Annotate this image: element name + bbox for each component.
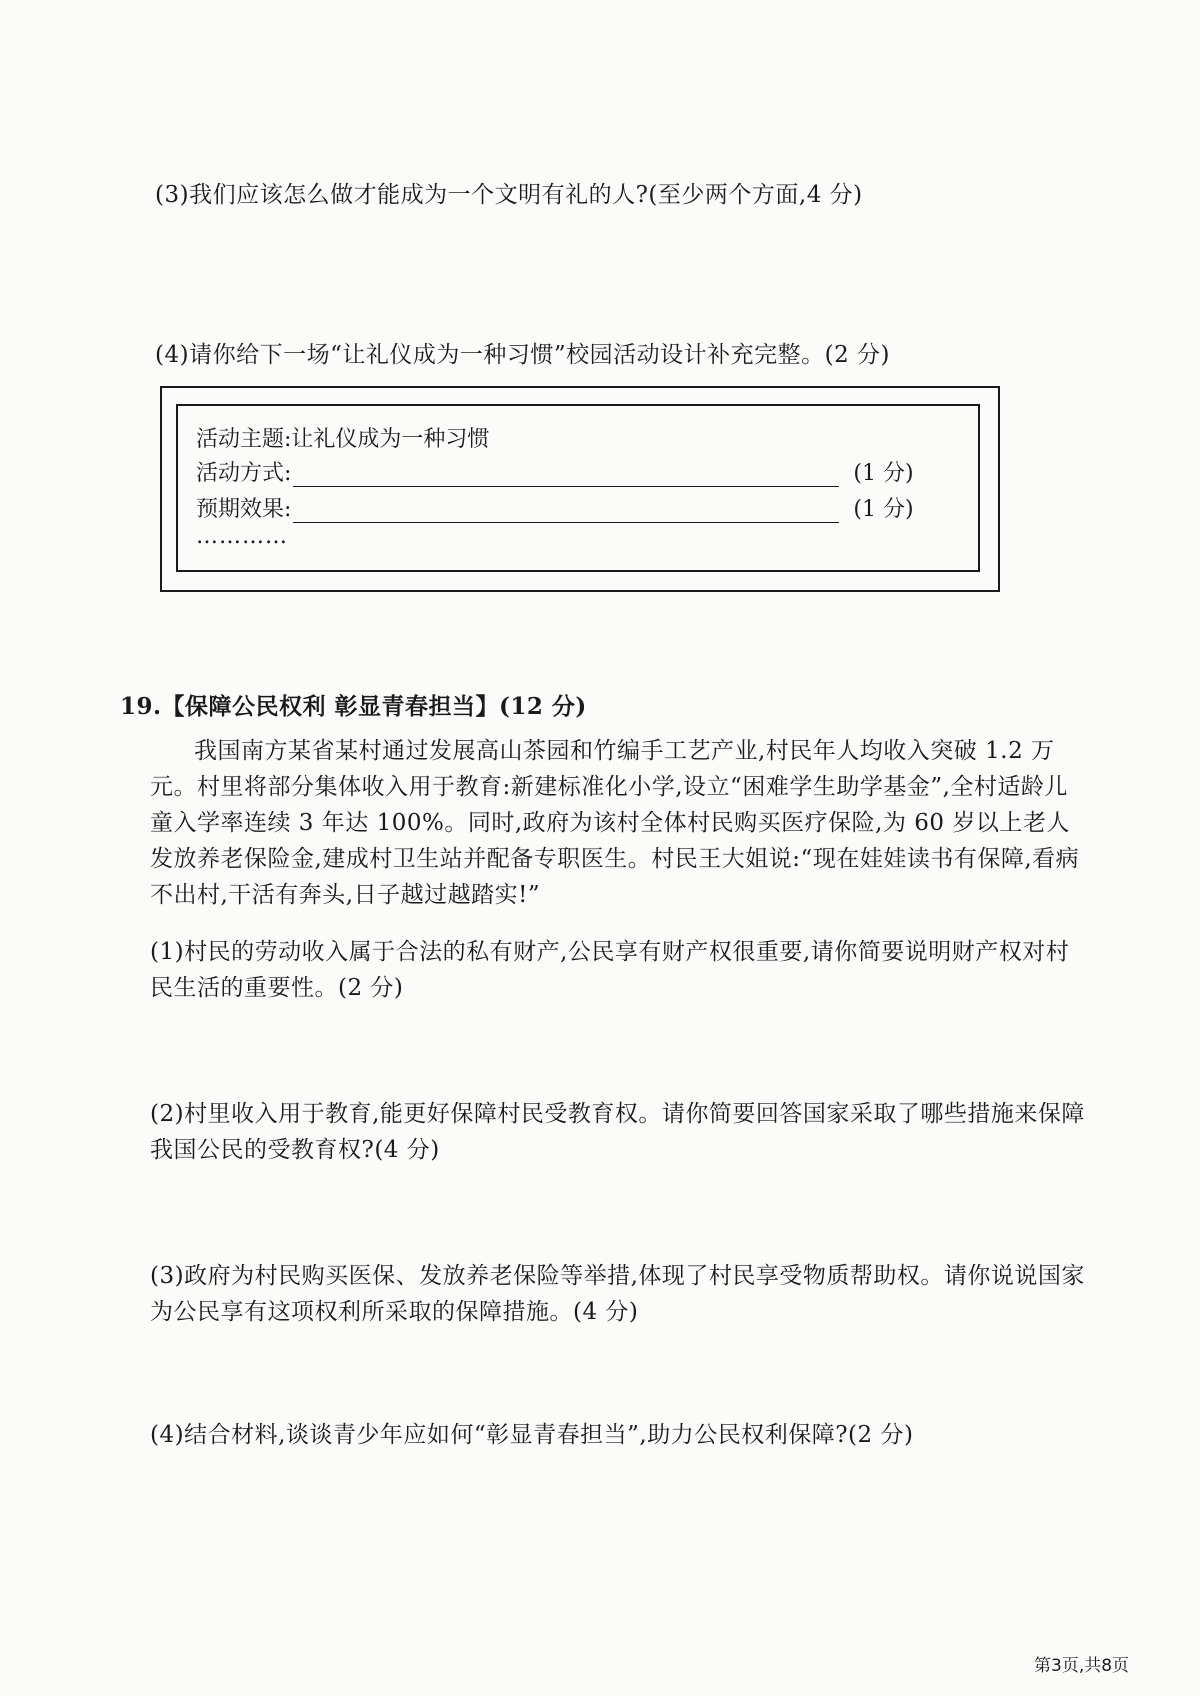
activity-design-box <box>160 386 1000 592</box>
question-19-material: 我国南方某省某村通过发展高山茶园和竹编手工艺产业,村民年人均收入突破 1.2 万元。村里将部分集体收入用于教育:新建标准化小学,设立“困难学生助学基金”,全村适龄儿童入学率连续 3 年达 100%。同时,政府为该村全体村民购买医疗保险,为 60 岁以上老人发放养老保险金,建成村卫生站并配备专职医生。村民王大姐说:“现在娃娃读书有保障,看病不出村,干活有奔头,日子越过越踏实!” <box>150 738 1080 908</box>
question-18-part-4: (4)请你给下一场“让礼仪成为一种习惯”校园活动设计补充完整。(2 分) <box>155 342 890 368</box>
question-19-part-2: (2)村里收入用于教育,能更好保障村民受教育权。请你简要回答国家采取了哪些措施来保障我国公民的受教育权?(4 分) <box>150 1101 1085 1163</box>
question-19-part-1: (1)村民的劳动收入属于合法的私有财产,公民享有财产权很重要,请你简要说明财产权对村民生活的重要性。(2 分) <box>150 939 1070 1001</box>
activity-method-score: (1 分) <box>853 461 914 486</box>
question-18-part-3: (3)我们应该怎么做才能成为一个文明有礼的人?(至少两个方面,4 分) <box>155 182 863 208</box>
ellipsis-row: ………… <box>196 524 288 549</box>
expected-effect-score: (1 分) <box>853 497 914 522</box>
page-number: 第3页,共8页 <box>1034 1656 1130 1676</box>
question-19-part-4: (4)结合材料,谈谈青少年应如何“彰显青春担当”,助力公民权利保障?(2 分) <box>150 1422 914 1448</box>
activity-method-row <box>196 456 914 487</box>
expected-effect-row <box>196 492 914 523</box>
expected-effect-blank[interactable] <box>293 500 839 523</box>
activity-method-label: 活动方式: <box>196 461 292 486</box>
activity-theme-value: 让礼仪成为一种习惯 <box>291 427 490 452</box>
activity-theme-label: 活动主题: <box>196 427 292 452</box>
activity-method-blank[interactable] <box>293 464 839 487</box>
expected-effect-label: 预期效果: <box>196 497 292 522</box>
question-19-title: 19.【保障公民权利 彰显青春担当】(12 分) <box>120 693 587 720</box>
activity-theme-row <box>196 422 489 453</box>
activity-design-inner-frame <box>176 404 980 572</box>
question-19-part-3: (3)政府为村民购买医保、发放养老保险等举措,体现了村民享受物质帮助权。请你说说国家为公民享有这项权利所采取的保障措施。(4 分) <box>150 1263 1085 1325</box>
